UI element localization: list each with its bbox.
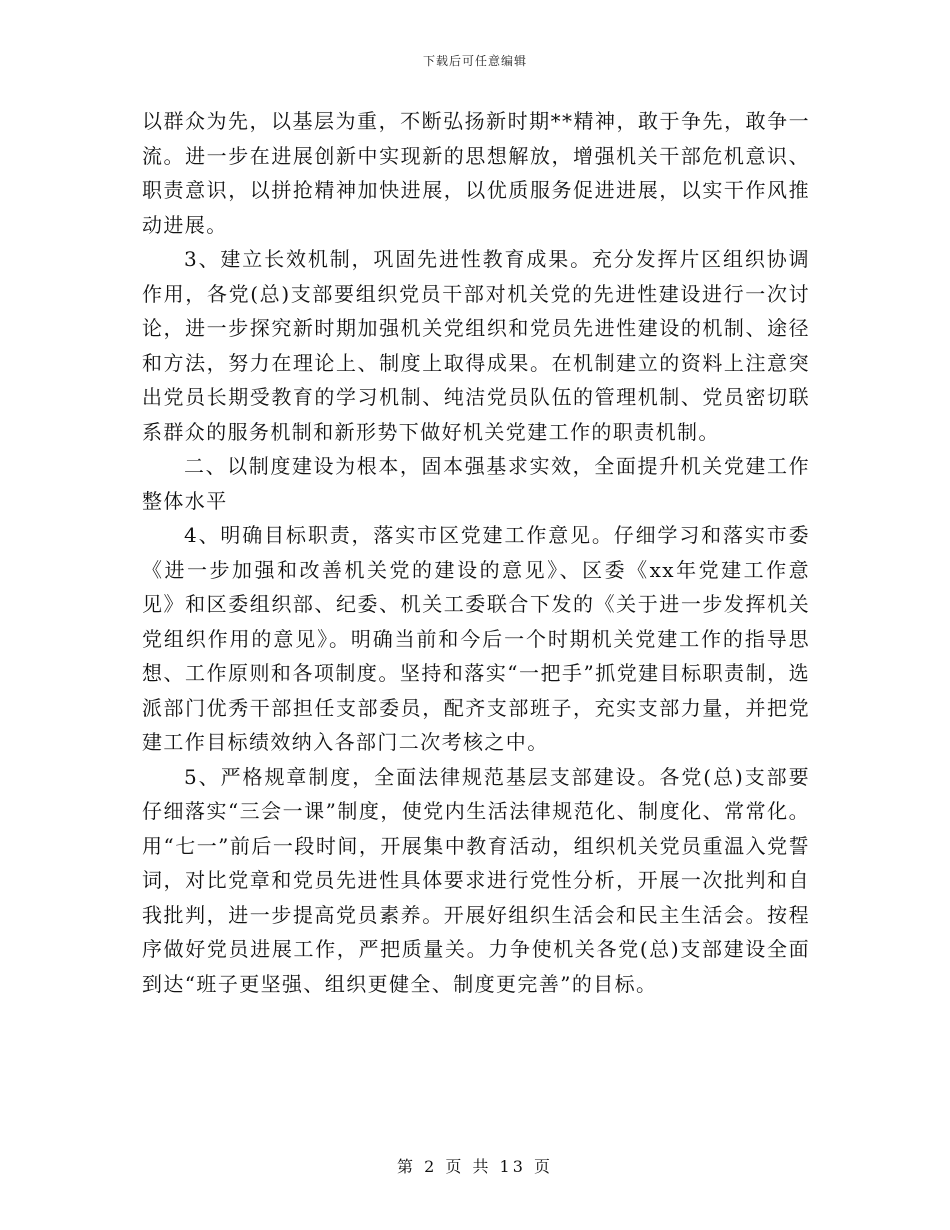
document-body <box>142 104 810 1001</box>
paragraph-item-3: 3、建立长效机制，巩固先进性教育成果。充分发挥片区组织协调作用，各党(总)支部要组织党员干部对机关党的先进性建设进行一次讨论，进一步探究新时期加强机关党组织和党员先进性建设的机制、途径和方法，努力在理论上、制度上取得成果。在机制建立的资料上注意突出党员长期受教育的学习机制、纯洁党员队伍的管理机制、党员密切联系群众的服务机制和新形势下做好机关党建工作的职责机制。 <box>142 247 810 444</box>
paragraph-item-4: 4、明确目标职责，落实市区党建工作意见。仔细学习和落实市委《进一步加强和改善机关党的建设的意见》、区委《xx年党建工作意见》和区委组织部、纪委、机关工委联合下发的《关于进一步发挥机关党组织作用的意见》。明确当前和今后一个时期机关党建工作的指导思想、工作原则和各项制度。坚持和落实“一把手”抓党建目标职责制，选派部门优秀干部担任支部委员，配齐支部班子，充实支部力量，并把党建工作目标绩效纳入各部门二次考核之中。 <box>142 523 810 754</box>
paragraph-continuation: 以群众为先，以基层为重，不断弘扬新时期**精神，敢于争先，敢争一流。进一步在进展创新中实现新的思想解放，增强机关干部危机意识、职责意识，以拼抢精神加快进展，以优质服务促进进展，以实干作风推动进展。 <box>142 109 810 237</box>
section-heading-2: 二、以制度建设为根本，固本强基求实效，全面提升机关党建工作整体水平 <box>142 454 810 513</box>
page-header-note: 下载后可任意编辑 <box>422 54 527 68</box>
paragraph-item-5: 5、严格规章制度，全面法律规范基层支部建设。各党(总)支部要仔细落实“三会一课”制度，使党内生活法律规范化、制度化、常常化。用“七一”前后一段时间，开展集中教育活动，组织机关党员重温入党誓词，对比党章和党员先进性具体要求进行党性分析，开展一次批判和自我批判，进一步提高党员素养。开展好组织生活会和民主生活会。按程序做好党员进展工作，严把质量关。力争使机关各党(总)支部建设全面到达“班子更坚强、组织更健全、制度更完善”的目标。 <box>142 764 810 996</box>
page-number-footer: 第 2 页 共 13 页 <box>397 1157 553 1176</box>
